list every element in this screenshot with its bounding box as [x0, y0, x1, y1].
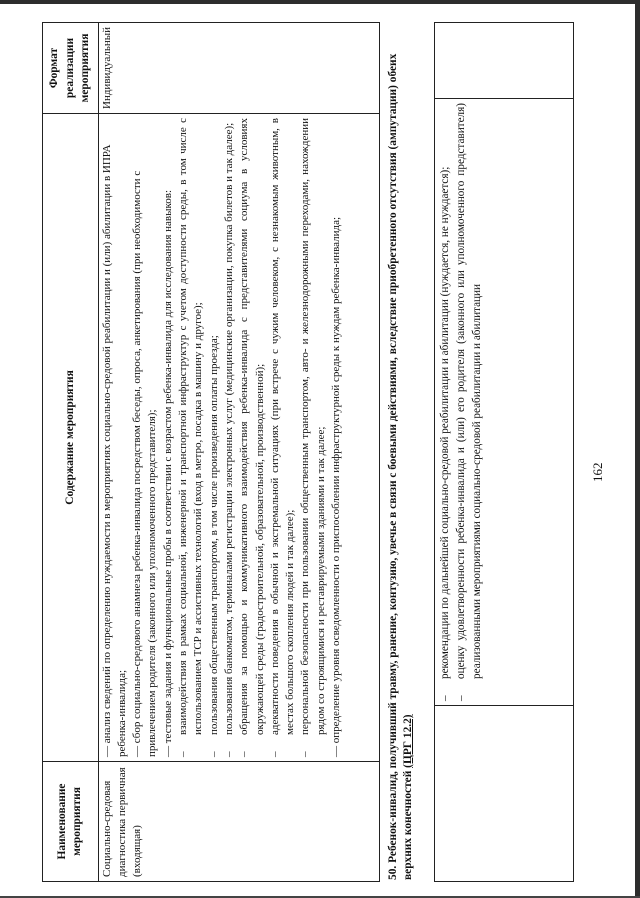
content-line: — анализ сведений по определению нуждаемости в мероприятиях социально-средовой реабилитации и (или) абилитации в ИПРА ребенка-инвалида; — [100, 144, 128, 757]
list-dash: – — [238, 751, 251, 757]
skill-text: обращения за помощью и коммуникативного взаимодействия ребенка-инвалида с представителями социума в условиях окружающей среды (градостроительной, образовательной, производственной); — [238, 118, 266, 735]
skill-item — [298, 118, 329, 757]
table-cell-empty — [435, 23, 574, 99]
table-cell-content — [435, 99, 574, 706]
activity-content — [98, 114, 379, 762]
list-text: оценку удовлетворенности ребенка-инвалида и (или) его родителя (законного или уполномоченного представителя) реализованными мероприятиями социально-средовой реабилитации и абилитации — [455, 103, 483, 679]
list-dash: – — [222, 751, 235, 757]
skill-item — [207, 118, 222, 757]
header-content: Содержание мероприятия — [43, 114, 99, 762]
list-dash: – — [177, 751, 190, 757]
section-heading — [386, 24, 416, 880]
activity-table — [42, 22, 380, 882]
skill-item — [268, 118, 299, 757]
skill-item — [237, 118, 268, 757]
list-text: рекомендации по дальнейшей социально-средовой реабилитации и абилитации (нуждается, не нуждается); — [439, 166, 451, 679]
rotated-content — [42, 22, 622, 882]
list-dash: – — [455, 695, 467, 701]
table-cell-empty — [435, 706, 574, 882]
list-dash: – — [207, 751, 220, 757]
table-row — [435, 23, 574, 882]
list-dash: – — [439, 695, 451, 701]
skill-text: пользования банкоматом, терминалами регистрации электронных услуг (медицинские организации, покупка билетов и так далее); — [222, 122, 235, 735]
header-format: Формат реализации мероприятия — [43, 23, 99, 114]
activity-format: Индивидуальный — [98, 23, 379, 114]
list-item — [437, 103, 453, 701]
skill-text: пользования общественным транспортом, в том числе произведения оплаты проезда; — [207, 335, 220, 735]
list-dash: – — [268, 751, 281, 757]
skill-text: адекватности поведения в обычной и экстремальной ситуациях (при встрече с чужим человеком, с незнакомым животным, в местах большого скопления людей и так далее); — [268, 118, 297, 735]
content-line: — определение уровня осведомленности о приспособлении инфраструктурной среды к нуждам ребенка-инвалида; — [329, 216, 342, 757]
continued-table — [434, 22, 574, 882]
section-heading-code: (ЦРГ 12.2) — [402, 714, 414, 768]
list-dash: – — [299, 751, 312, 757]
table-row — [98, 23, 379, 882]
skill-item — [176, 118, 207, 757]
section-heading-text: 50. Ребенок-инвалид, получивший травму, ранение, контузию, увечье в связи с боевыми действиями, вследствие приобретенного отсутствия (ампутации) обеих верхних конечностей — [387, 53, 414, 880]
activity-name: Социально-средовая диагностика первичная (входящая) — [98, 762, 379, 882]
page-number: 162 — [590, 462, 605, 482]
skill-text: персональной безопасности при пользовании общественным транспортом, авто- и железнодорожными переходами, нахождении рядом со строящимися и реставрируемыми зданиями и так далее; — [299, 118, 327, 735]
list-item — [453, 103, 485, 701]
header-name: Наименование мероприятия — [43, 762, 99, 882]
table-header-row — [43, 23, 99, 882]
scan-edge-right — [635, 0, 640, 898]
content-line: — сбор социально-средового анамнеза ребенка-инвалида посредством беседы, опроса, анкетирования (при необходимости с привлечением родителя (законного или уполномоченного представителя); — [131, 170, 159, 757]
skill-text: взаимодействия в рамках социальной, инженерной и транспортной инфраструктур с учетом доступности среды, в том числе с использованием ТСР и ассистивных технологий (вход в метро, посадка в машину и другое); — [177, 118, 205, 735]
content-line: — тестовые задания и функциональные пробы в соответствии с возрастом ребенка-инвалида для исследования навыков: — [161, 189, 174, 757]
scan-edge-top — [0, 0, 640, 4]
skill-item — [222, 118, 237, 757]
